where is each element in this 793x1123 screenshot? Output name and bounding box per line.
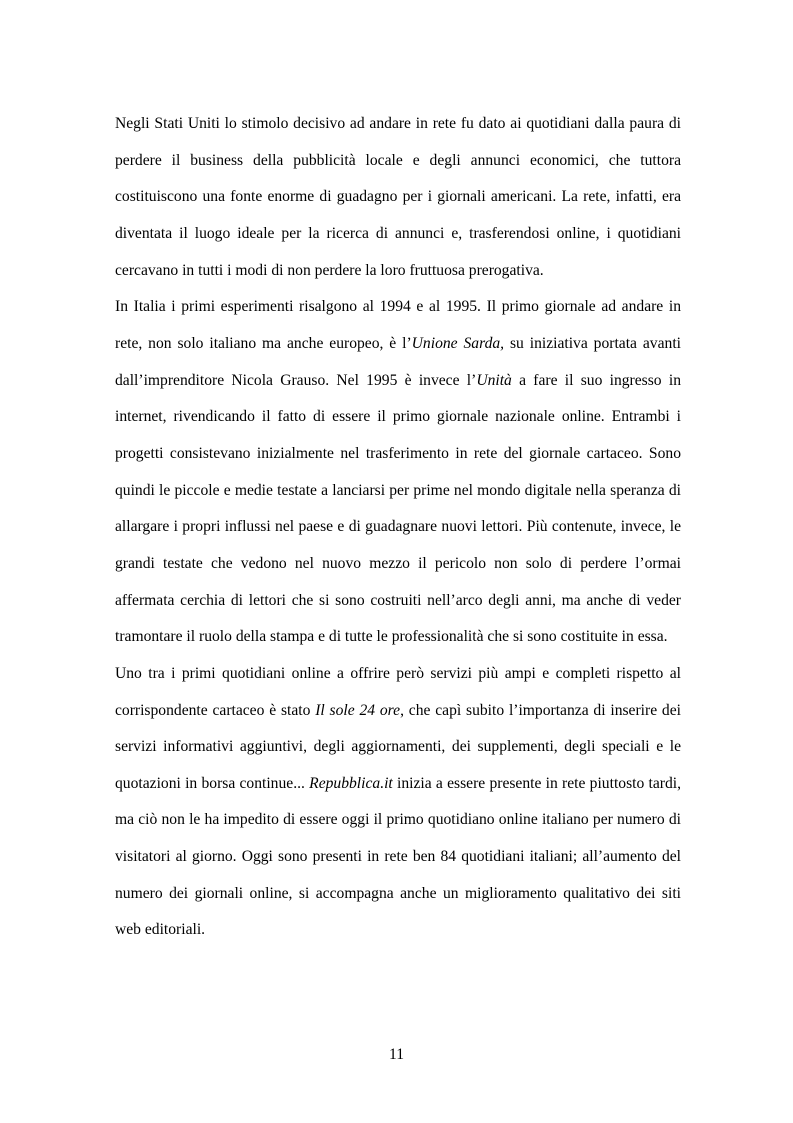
text-run: , che capì subito l’importanza di inserire dei servizi informativi aggiuntivi, degli aggiornamenti, dei supplementi, degli speciali e le quotazioni in borsa continue... — [115, 701, 681, 792]
text-run: inizia a essere presente in rete piuttosto tardi, ma ciò non le ha impedito di essere oggi il primo quotidiano online italiano per numero di visitatori al giorno. Oggi sono presenti in rete ben 84 quotidiani italiani; all’aumento del numero dei giornali online, si accompagna anche un miglioramento qualitativo dei siti web editoriali. — [115, 774, 681, 939]
paragraph-italy-experiments — [115, 289, 681, 656]
text-run: Uno tra i primi quotidiani online a offrire però servizi più ampi e completi rispetto al corrispondente cartaceo è stato — [115, 664, 681, 719]
title-il-sole-24-ore: Il sole 24 ore — [315, 701, 401, 719]
body-text — [115, 106, 681, 949]
title-repubblica-it: Repubblica.it — [309, 774, 393, 792]
text-run: a fare il suo ingresso in internet, rivendicando il fatto di essere il primo giornale nazionale online. Entrambi i progetti consistevano inizialmente nel trasferimento in rete del giornale cartaceo. Sono quindi le piccole e medie testate a lanciarsi per prime nel mondo digitale nella speranza di allargare i propri influssi nel paese e di guadagnare nuovi lettori. Più contenute, invece, le grandi testate che vedono nel nuovo mezzo il pericolo non solo di perdere l’ormai affermata cerchia di lettori che si sono costruiti nell’arco degli anni, ma anche di veder tramontare il ruolo della stampa e di tutte le professionalità che si sono costituite in essa. — [115, 371, 681, 646]
title-unita: Unità — [476, 371, 512, 389]
paragraph-online-services — [115, 656, 681, 949]
text-run: In Italia i primi esperimenti risalgono al 1994 e al 1995. Il primo giornale ad andare in rete, non solo italiano ma anche europeo, è l’ — [115, 298, 681, 352]
text-run: su iniziativa portata avanti dall’imprenditore Nicola Grauso. Nel 1995 è invece l’ — [115, 334, 681, 389]
title-unione-sarda: Unione Sarda, — [411, 334, 505, 352]
text-run: Negli Stati Uniti lo stimolo decisivo ad andare in rete fu dato ai quotidiani dalla paura di perdere il business della pubblicità locale e degli annunci economici, che tuttora costituiscono una fonte enorme di guadagno per i giornali americani. La rete, infatti, era diventata il luogo ideale per la ricerca di annunci e, trasferendosi online, i quotidiani cercavano in tutti i modi di non perdere la loro fruttuosa prerogativa. — [115, 115, 681, 279]
page-number: 11 — [388, 1046, 404, 1063]
paragraph-us-newspapers — [115, 106, 681, 289]
